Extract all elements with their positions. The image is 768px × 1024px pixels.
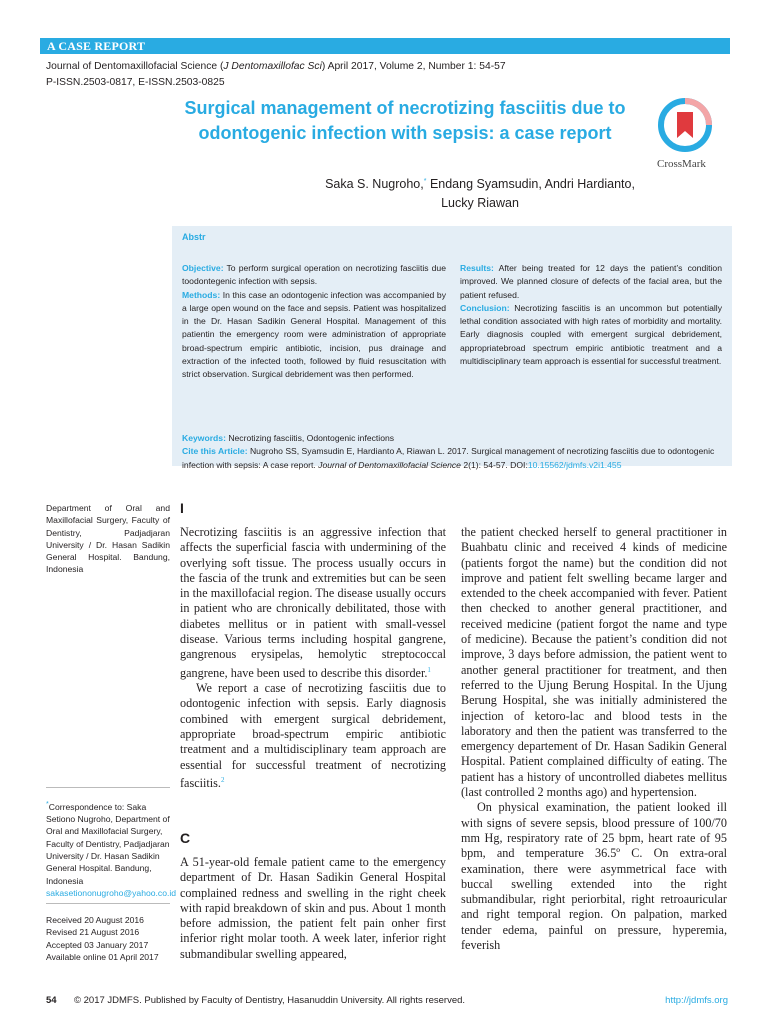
abstract-objective: [182, 262, 446, 289]
page-number: 54: [46, 995, 57, 1006]
date-online: Available online 01 April 2017: [46, 951, 159, 962]
date-accepted: Accepted 03 January 2017: [46, 939, 149, 950]
body-column-left: [180, 525, 446, 791]
keywords-line: [182, 432, 722, 445]
issn-line: P-ISSN.2503-0817, E-ISSN.2503-0825: [46, 77, 225, 88]
author-coauthors: Endang Syamsudin, Andri Hardianto,: [426, 177, 635, 192]
correspondence-mark: *: [46, 800, 49, 808]
abstract-methods: [182, 289, 446, 382]
copyright-notice: © 2017 JDMFS. Published by Faculty of Dentistry, Hasanuddin University. All rights reserved.: [74, 995, 466, 1006]
reference-1-link[interactable]: 1: [427, 665, 431, 674]
methods-label: Methods:: [182, 289, 221, 300]
doi-link[interactable]: 10.15562/jdmfs.v2i1.455: [527, 459, 622, 470]
case-paragraph-3: On physical examination, the patient looked ill with signs of severe sepsis, blood pressure of 100/70 mm Hg, respiratory rate of 25 bpm, heart rate of 95 bpm, and temperature 36.5º C. On extra-oral examination, there were asymmetrical face with buccal swelling extended into the right submandibular, right periorbital, right retroauricular and right temporal region. On palpation, marked tender edema, painful on pressure, hyperemia, feverish: [461, 800, 727, 953]
journal-abbrev: J Dentomaxillofac Sci: [223, 61, 322, 72]
keywords-text: Necrotizing fasciitis, Odontogenic infections: [225, 433, 395, 443]
correspondence-block: [46, 798, 177, 899]
journal-citation-line: [46, 59, 506, 75]
email-link[interactable]: sakasetiononugroho@yahoo.co.id: [46, 887, 177, 898]
journal-prefix: Journal of Dentomaxillofacial Science (: [46, 61, 224, 72]
case-heading: C: [180, 830, 191, 846]
results-text: After being treated for 12 days the patient’s condition improved. We planned closure of defects of the facial area, but the patient refused.: [460, 263, 722, 300]
abstract-left-column: [182, 262, 446, 382]
keywords-and-citation: [182, 432, 722, 472]
keywords-label: Keywords:: [182, 433, 226, 443]
intro-paragraph-2: [180, 681, 446, 791]
author-affiliation: Department of Oral and Maxillofacial Surgery, Faculty of Dentistry, Padjadjaran University / Dr. Hasan Sadikin General Hospital. Bandung, Indonesia: [46, 503, 170, 575]
case-paragraph-1: A 51-year-old female patient came to the emergency department of Dr. Hasan Sadikin General Hospital complained redness and swelling in the right cheek with rapid breakdown of skin and pus. About 1 month before admission, the patient felt pain onher first inferior right molar tooth. A week later, inferior right submandibular swelling appeared,: [180, 855, 446, 961]
article-type-label: A CASE REPORT: [47, 39, 146, 53]
abstract-heading: Abstr: [182, 232, 206, 242]
author-list: [290, 172, 670, 213]
objective-label: Objective:: [182, 263, 224, 273]
introduction-heading: I: [180, 500, 184, 516]
results-label: Results:: [460, 263, 494, 273]
date-received: Received 20 August 2016: [46, 915, 144, 925]
date-revised: Revised 21 August 2016: [46, 927, 140, 938]
conclusion-label: Conclusion:: [460, 302, 510, 313]
article-title: Surgical management of necrotizing fasciitis due to odontogenic infection with sepsis: a case report: [184, 98, 626, 143]
author-primary: Saka S. Nugroho,: [325, 177, 424, 192]
author-line-1: [290, 172, 670, 194]
abstract-right-column: [460, 262, 722, 368]
cite-line: [182, 445, 722, 472]
journal-url-link[interactable]: http://jdmfs.org: [665, 995, 728, 1006]
sidebar-divider: [46, 903, 170, 904]
methods-text: In this case an odontogenic infection was accompanied by a large open wound on the face and sepsis. Patient was hospitalized in the Dr. Hasan Sadikin General Hospital. Management of this patientin the emergency room were administration of appropriate broad-spectrum empiric antibiotic, incision, pus drainage and extraction of the infected tooth, followed by fluid resuscitation with strict observation. Surgical debridement was then performed.: [182, 289, 446, 380]
intro-p2-text: We report a case of necrotizing fasciitis due to odontogenic infection with sepsis. Early diagnosis combined with emergent surgical debridement, appropriate broad-spectrum empiric antibiotic treatment and a multidisciplinary team approach are essential for successful treatment of necrotizing fasciitis.: [180, 681, 446, 790]
reference-2-link[interactable]: 2: [220, 775, 225, 784]
crossmark-icon[interactable]: [655, 95, 715, 155]
sidebar-divider: [46, 787, 170, 788]
conclusion-text: Necrotizing fasciitis is an uncommon but potentially lethal condition associated with high rates of morbidity and mortality. Early diagnosis coupled with emergent surgical debridement, appropriatebroad spectrum empiric antibiotic treatment and a multidisciplinary team approach is essential for successful treatment.: [460, 302, 722, 367]
intro-p1-text: Necrotizing fasciitis is an aggressive infection that affects the superficial fascia with undermining of the overlying soft tissue. The process usually occurs in the fascia of the trunk and extremities but can be seen in the maxillofacial region. The disease usually occurs in patient who are chronically debilitated, those with diabetes mellitus or in patient with small-vessel disease. Various terms including hospital gangrene, gangrenous erysipelas, hemolytic streptococcal gangrene, have been used to describe this disorder.: [180, 525, 446, 680]
case-paragraph-2: the patient checked herself to general practitioner in Buahbatu clinic and received 4 kinds of medicine (patients forgot the name) but the condition did not improve and patient felt swelling became larger and extended to the cheek accompanied with fever. Patient then checked to another general practitioner, and received medicine (patient forgot the name and type of medicine). Because the patient’s condition did not improve, 3 days before admission, the patient went to another general practitioner for treatment, and then referred to the Ujung Berung Hospital. In the Ujung Berung Hospital, she was initially administered the injection of ketoro-lac and blood tests in the laboratory and then the patient was transferred to the emergency departement of Dr. Hasan Sadikin General Hospital. Patient complained difficulty of eating. The patient has a history of uncontrolled diabetes mellitus (last controlled 2 months ago) and hypertension.: [461, 525, 727, 800]
intro-paragraph-1: [180, 525, 446, 681]
crossmark-label[interactable]: CrossMark: [657, 158, 706, 170]
journal-suffix: ) April 2017, Volume 2, Number 1: 54-57: [321, 61, 506, 72]
case-column-left: [180, 855, 446, 962]
correspondence-text: Correspondence to: Saka Setiono Nugroho, Department of Oral and Maxillofacial Surgery, Faculty of Dentistry, Padjadjaran University / Dr. Hasan Sadikin General Hospital. Bandung, Indonesia: [46, 801, 170, 886]
abstract-conclusion: [460, 302, 722, 368]
article-dates: [46, 914, 170, 963]
cite-text: Nugroho SS, Syamsudin E, Hardianto A, Riawan L. 2017. Surgical management of necrotizing fasciitis due to odontogenic infection with sepsis: A case report.: [182, 446, 715, 470]
cite-rest: 2(1): 54-57. DOI:: [460, 459, 528, 470]
author-line-2: Lucky Riawan: [441, 196, 519, 211]
cite-label: Cite this Article:: [182, 446, 248, 457]
abstract-results: [460, 262, 722, 302]
corresponding-author-mark[interactable]: *: [423, 178, 427, 185]
cite-journal: Journal of Dentomaxillofacial Science: [318, 459, 461, 470]
body-column-right: [461, 525, 727, 953]
objective-text: To perform surgical operation on necrotizing fasciitis due toodontegenic infection with sepsis.: [182, 263, 446, 287]
